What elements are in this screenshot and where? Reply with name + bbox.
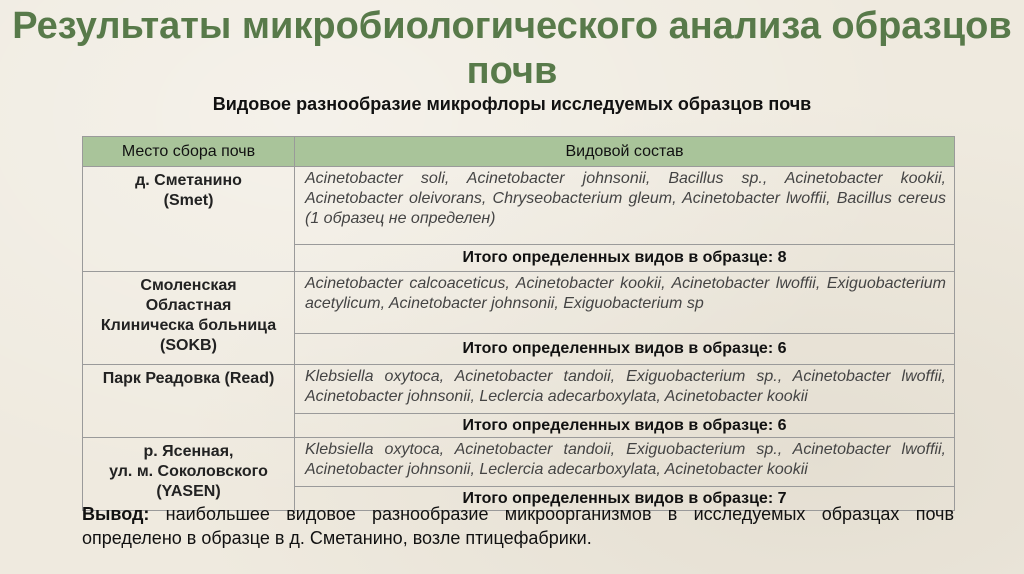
place-line: д. Сметанино: [135, 172, 242, 189]
species-cell: Klebsiella oxytoca, Acinetobacter tandoii, Exiguobacterium sp., Acinetobacter lwoffii, Acinetobacter johnsonii, Leclercia adecarboxylata, Acinetobacter kookii: [295, 438, 955, 487]
species-table: [82, 136, 955, 511]
table-row: [83, 365, 955, 414]
header-species: Видовой состав: [295, 137, 955, 167]
place-line: Областная: [145, 297, 232, 314]
table-caption: Видовое разнообразие микрофлоры исследуемых образцов почв: [212, 94, 812, 114]
table-header-row: [83, 137, 955, 167]
conclusion-text: наибольшее видовое разнообразие микроорганизмов в исследуемых образцах почв определено в образце в д. Сметанино, возле птицефабрики.: [82, 504, 954, 548]
species-cell: Acinetobacter soli, Acinetobacter johnsonii, Bacillus sp., Acinetobacter kookii, Acinetobacter oleivorans, Chryseobacterium gleum, Acinetobacter lwoffii, Bacillus cereus (1 образец не определен): [295, 167, 955, 245]
place-line: Парк Реадовка (Read): [102, 370, 275, 387]
place-cell: [83, 272, 295, 365]
table-row: [83, 272, 955, 334]
conclusion-label: Вывод:: [82, 504, 150, 524]
place-line: Смоленская: [140, 277, 237, 294]
place-cell: [83, 365, 295, 438]
total-cell: Итого определенных видов в образце: 6: [295, 414, 955, 438]
slide-title: Результаты микробиологического анализа образцов почв: [12, 5, 1012, 92]
table-row: [83, 438, 955, 487]
total-cell: Итого определенных видов в образце: 8: [295, 244, 955, 271]
place-line: р. Ясенная,: [143, 443, 234, 460]
place-line: (YASEN): [156, 483, 221, 500]
place-line: Клиническа больница: [100, 317, 277, 334]
header-place: Место сбора почв: [83, 137, 295, 167]
species-cell: Klebsiella oxytoca, Acinetobacter tandoii, Exiguobacterium sp., Acinetobacter lwoffii, Acinetobacter johnsonii, Leclercia adecarboxylata, Acinetobacter kookii: [295, 365, 955, 414]
place-line: (SOKB): [160, 337, 217, 354]
species-cell: Acinetobacter calcoaceticus, Acinetobacter kookii, Acinetobacter lwoffii, Exiguobacterium acetylicum, Acinetobacter johnsonii, Exiguobacterium sp: [295, 272, 955, 334]
total-cell: Итого определенных видов в образце: 7: [295, 487, 955, 511]
total-cell: Итого определенных видов в образце: 6: [295, 334, 955, 365]
place-cell: [83, 167, 295, 272]
place-cell: [83, 438, 295, 511]
table-row: [83, 167, 955, 245]
place-line: (Smet): [163, 192, 214, 209]
place-line: ул. м. Соколовского: [109, 463, 268, 480]
conclusion-paragraph: [82, 502, 954, 550]
